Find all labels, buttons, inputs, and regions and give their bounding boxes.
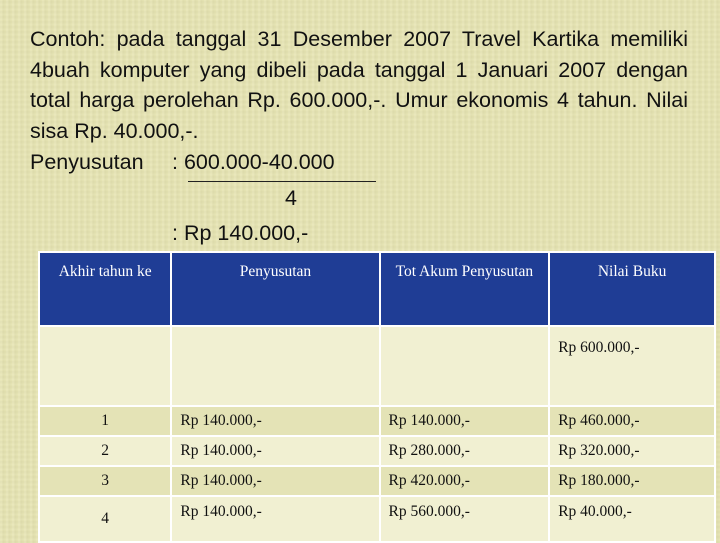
table-cell: Rp 420.000,- [380,466,550,496]
formula-label: Penyusutan [30,150,144,174]
table-cell: Rp 560.000,- [380,496,550,542]
table-row [39,406,715,436]
table-cell: Rp 140.000,- [171,436,379,466]
table-cell: Rp 140.000,- [171,406,379,436]
header-depreciation: Penyusutan [171,252,379,326]
table-cell: Rp 140.000,- [171,466,379,496]
formula-result: : Rp 140.000,- [172,221,309,245]
table-cell-empty [380,326,550,406]
example-paragraph: Contoh: pada tanggal 31 Desember 2007 Travel Kartika memiliki 4buah komputer yang dibeli pada tanggal 1 Januari 2007 dengan total harga perolehan Rp. 600.000,-. Umur ekonomis 4 tahun. Nilai sisa Rp. 40.000,-. [30,27,688,143]
table-cell: Rp 40.000,- [549,496,715,542]
table-cell: Rp 460.000,- [549,406,715,436]
table-cell: Rp 180.000,- [549,466,715,496]
table-row [39,466,715,496]
formula-denominator: 4 [285,186,297,210]
header-book-value: Nilai Buku [549,252,715,326]
fraction-bar [188,181,376,182]
table-row-initial [39,326,715,406]
table-cell: Rp 140.000,- [171,496,379,542]
initial-book-value: Rp 600.000,- [549,326,715,406]
table-cell: Rp 280.000,- [380,436,550,466]
table-cell: 1 [39,406,171,436]
formula-numerator: : 600.000-40.000 [172,150,335,174]
table-cell: 2 [39,436,171,466]
table-cell: 4 [39,496,171,542]
table-cell: 3 [39,466,171,496]
table-row [39,436,715,466]
header-year: Akhir tahun ke [39,252,171,326]
depreciation-table [38,251,716,543]
table-cell: Rp 320.000,- [549,436,715,466]
table-cell-empty [171,326,379,406]
table-row [39,496,715,542]
table-cell-empty [39,326,171,406]
header-accumulated: Tot Akum Penyusutan [380,252,550,326]
table-cell: Rp 140.000,- [380,406,550,436]
table-header-row [39,252,715,326]
